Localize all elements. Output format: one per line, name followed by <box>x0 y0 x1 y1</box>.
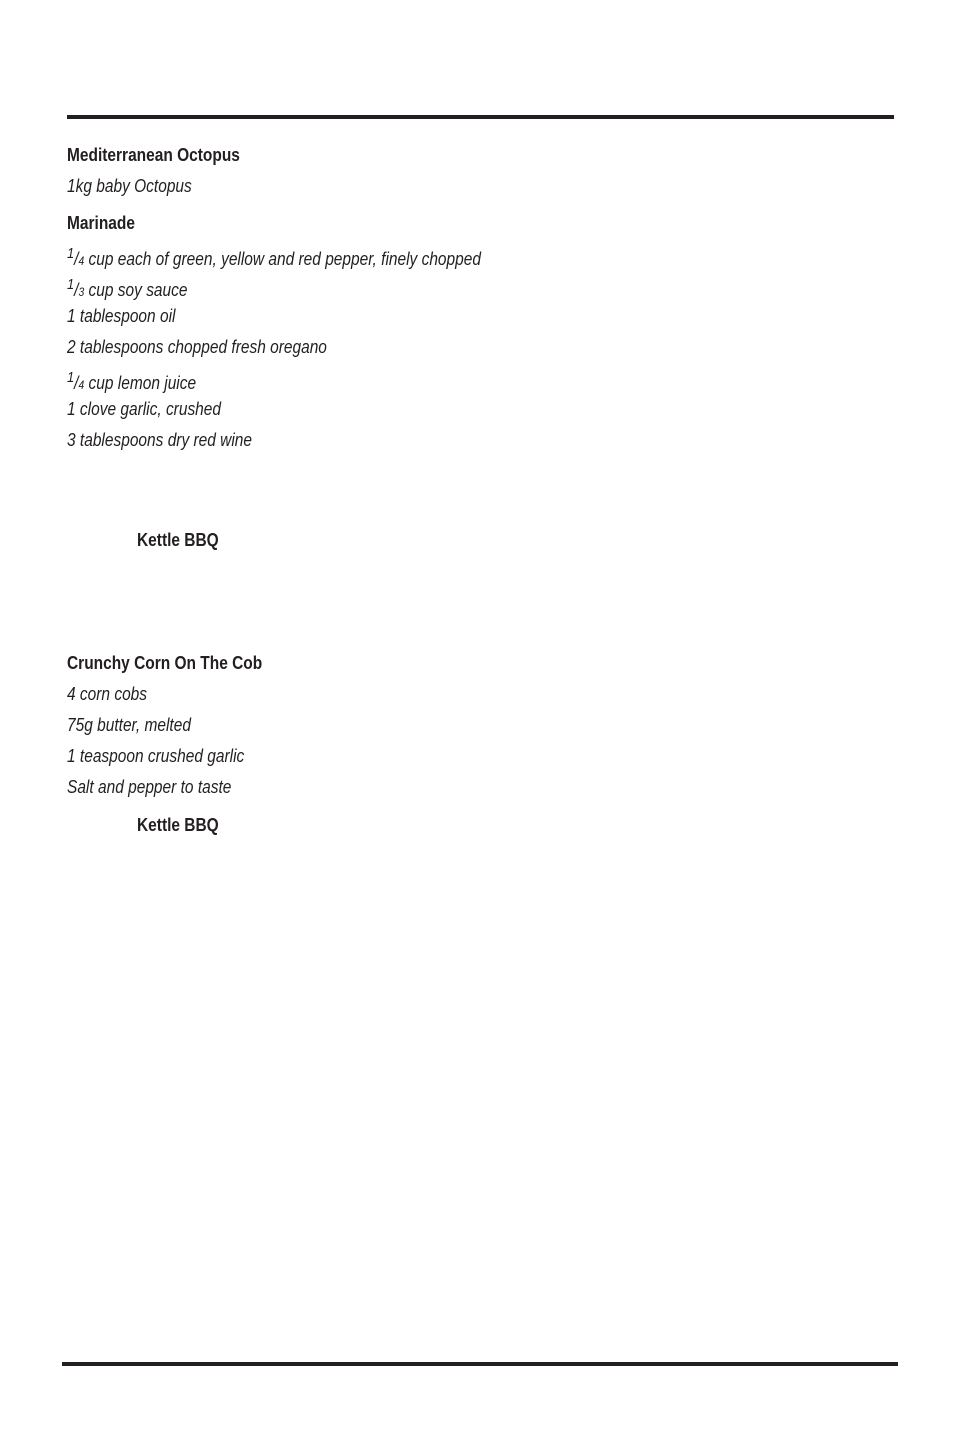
top-rule <box>67 115 894 119</box>
marinade-item: $^1$/4 cup lemon juice <box>67 369 197 393</box>
ingredient-item: 75g butter, melted <box>67 715 191 735</box>
ingredient-item: 1 teaspoon crushed garlic <box>67 746 245 766</box>
recipe-title: Mediterranean Octopus <box>67 145 240 165</box>
method-label: Kettle BBQ <box>137 530 219 550</box>
recipe-title: Crunchy Corn On The Cob <box>67 653 263 673</box>
marinade-heading: Marinade <box>67 213 135 233</box>
method-label: Kettle BBQ <box>137 815 219 835</box>
main-ingredient: 1kg baby Octopus <box>67 176 192 196</box>
marinade-item: 1 clove garlic, crushed <box>67 399 222 419</box>
marinade-item: $^1$/3 cup soy sauce <box>67 276 188 300</box>
marinade-item: 1 tablespoon oil <box>67 306 176 326</box>
ingredient-item: Salt and pepper to taste <box>67 777 232 797</box>
bottom-rule <box>62 1362 898 1366</box>
marinade-item: 3 tablespoons dry red wine <box>67 430 253 450</box>
ingredient-item: 4 corn cobs <box>67 684 148 704</box>
marinade-item: 2 tablespoons chopped fresh oregano <box>67 337 327 357</box>
marinade-item: $^1$/4 cup each of green, yellow and red pepper, finely chopped <box>67 245 481 269</box>
